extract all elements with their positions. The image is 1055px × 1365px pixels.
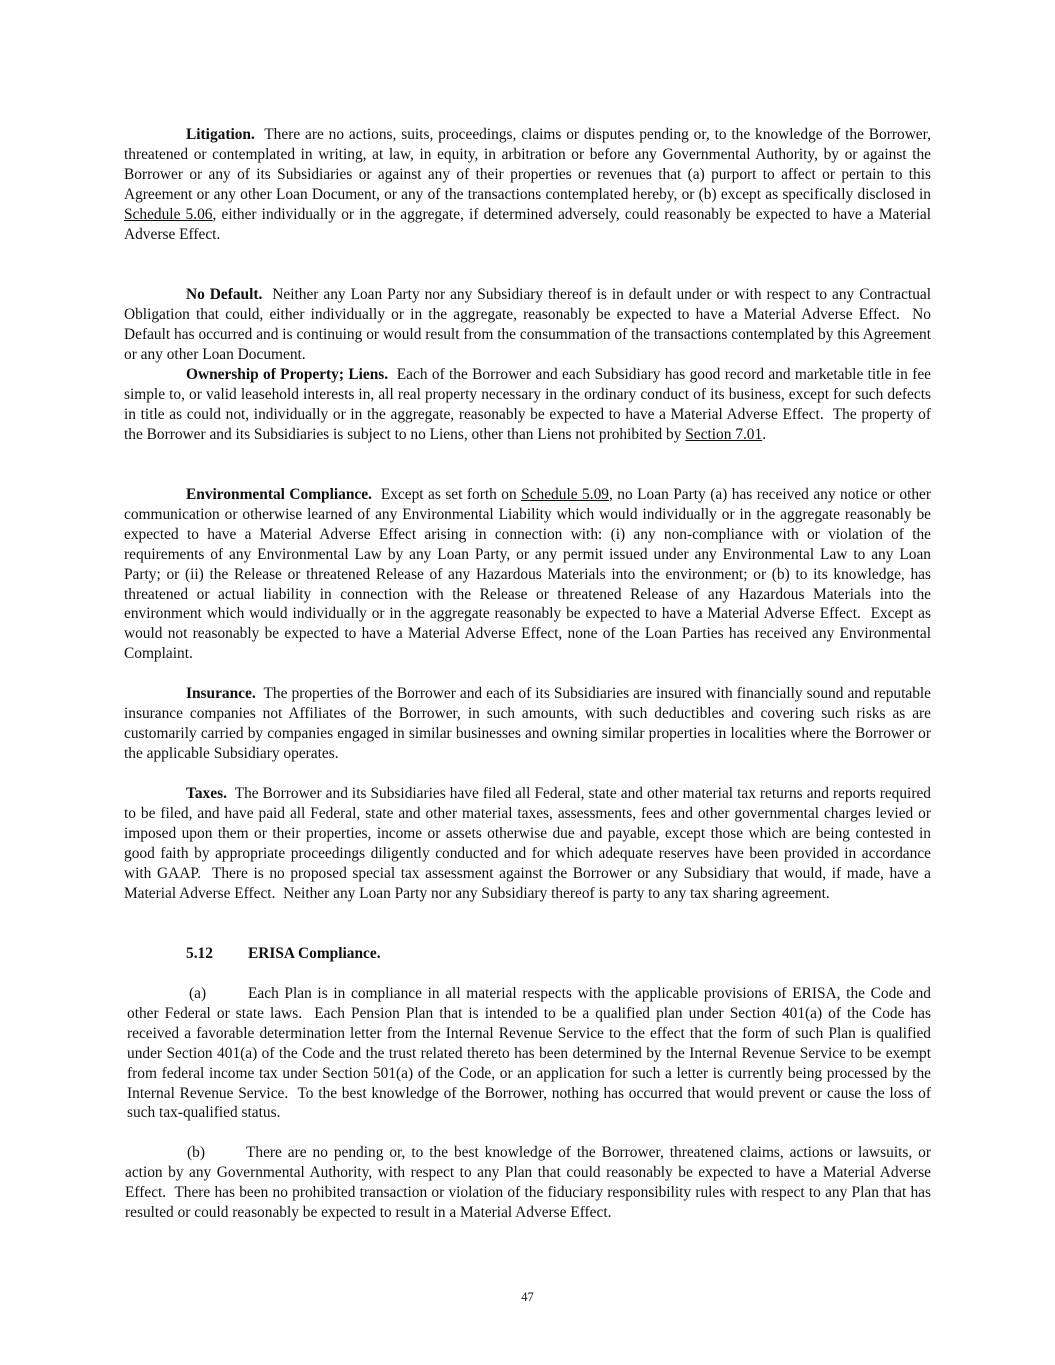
- erisa-heading: [186, 944, 381, 964]
- erisa-item-b: [125, 1143, 935, 1223]
- erisa-item-a: [127, 984, 935, 1123]
- section-text: , either individually or in the aggregate, if determined adversely, could reasonably be expected to have a Material Adverse Effect.: [124, 205, 934, 243]
- section-heading: No Default.: [186, 286, 263, 303]
- item-label: (a): [189, 985, 207, 1002]
- section-text: Each of the Borrower and each Subsidiary has good record and marketable title in fee simple to, or valid leasehold interests in, all real property necessary in the ordinary conduct of its business, except for such defects in title as could not, individually or in the aggregate, reasonably be expected to have a Material Adverse Effect. The property of the Borrower and its Subsidiaries is subject to no Liens, other than Liens not prohibited by: [124, 366, 935, 443]
- section-heading: Ownership of Property; Liens.: [186, 366, 389, 383]
- section-number: 5.12: [186, 945, 213, 962]
- section-heading: Litigation.: [186, 126, 255, 143]
- section-heading: Insurance.: [186, 685, 256, 702]
- item-text: There are no pending or, to the best knowledge of the Borrower, threatened claims, actions or lawsuits, or action by any Governmental Authority, with respect to any Plan that could reasonably be expected to have a Material Adverse Effect. There has been no prohibited transaction or violation of the fiduciary responsibility rules with respect to any Plan that has resulted or could reasonably be expected to result in a Material Adverse Effect.: [125, 1144, 935, 1221]
- section-text: The properties of the Borrower and each of its Subsidiaries are insured with financially sound and reputable insurance companies not Affiliates of the Borrower, in such amounts, with such deductibles and covering such risks as are customarily carried by companies engaged in similar businesses and owning similar properties in localities where the Borrower or the applicable Subsidiary operates.: [124, 685, 935, 762]
- item-label: (b): [187, 1144, 205, 1161]
- section-7-01-link[interactable]: Section 7.01: [685, 425, 763, 443]
- section-heading: Environmental Compliance.: [186, 486, 372, 503]
- section-taxes: [124, 784, 935, 903]
- page-number: 47: [521, 1290, 534, 1304]
- section-ownership: [124, 365, 935, 445]
- section-insurance: [124, 684, 935, 764]
- section-text: There are no actions, suits, proceedings, claims or disputes pending or, to the knowledge of the Borrower, threatened or contemplated in writing, at law, in equity, in arbitration or before any Governmental Authority, by or against the Borrower or any of its Subsidiaries or against any of their properties or revenues that (a) purport to affect or pertain to this Agreement or any other Loan Document, or any of the transactions contemplated hereby, or (b) except as specifically disclosed in: [124, 126, 935, 203]
- section-text: Neither any Loan Party nor any Subsidiary thereof is in default under or with respect to any Contractual Obligation that could, either individually or in the aggregate, reasonably be expected to have a Material Adverse Effect. No Default has occurred and is continuing or would result from the consummation of the transactions contemplated by this Agreement or any other Loan Document.: [124, 286, 935, 363]
- section-text: The Borrower and its Subsidiaries have filed all Federal, state and other material tax returns and reports required to be filed, and have paid all Federal, state and other material taxes, assessments, fees and other governmental charges levied or imposed upon them or their properties, income or assets otherwise due and payable, except those which are being contested in good faith by appropriate proceedings diligently conducted and for which adequate reserves have been provided in accordance with GAAP. There is no proposed special tax assessment against the Borrower or any Subsidiary that would, if made, have a Material Adverse Effect. Neither any Loan Party nor any Subsidiary thereof is party to any tax sharing agreement.: [124, 785, 935, 902]
- section-title: ERISA Compliance.: [248, 945, 381, 962]
- schedule-5-06-link[interactable]: Schedule 5.06: [124, 205, 213, 223]
- section-text: .: [762, 425, 767, 443]
- section-environmental: [124, 485, 935, 664]
- section-no-default: [124, 285, 935, 365]
- schedule-5-09-link[interactable]: Schedule 5.09: [521, 486, 609, 503]
- item-text: Each Plan is in compliance in all material respects with the applicable provisions of ERISA, the Code and other Federal or state laws. Each Pension Plan that is intended to be a qualified plan under Section 401(a) of the Code has received a favorable determination letter from the Internal Revenue Service to the effect that the form of such Plan is qualified under Section 401(a) of the Code and the trust related thereto has been determined by the Internal Revenue Service to be exempt from federal income tax under Section 501(a) of the Code, or an application for such a letter is currently being processed by the Internal Revenue Service. To the best knowledge of the Borrower, nothing has occurred that would prevent or cause the loss of such tax-qualified status.: [127, 985, 935, 1122]
- section-text: Except as set forth on: [371, 486, 522, 503]
- section-litigation: [124, 125, 935, 244]
- section-text: , no Loan Party (a) has received any notice or other communication or otherwise learned of any Environmental Liability which would individually or in the aggregate reasonably be expected to have a Material Adverse Effect arising in connection with: (i) any non-compliance with or violation of the requirements of any Environmental Law by any Loan Party, or any permit issued under any Environmental Law to any Loan Party; or (ii) the Release or threatened Release of any Hazardous Materials into the environment; or (b) to its knowledge, has threatened or actual liability in connection with the Release or threatened Release of any Hazardous Materials into the environment which would individually or in the aggregate reasonably be expected to have a Material Adverse Effect. Except as would not reasonably be expected to have a Material Adverse Effect, none of the Loan Parties has received any Environmental Complaint.: [124, 486, 935, 663]
- section-heading: Taxes.: [186, 785, 227, 802]
